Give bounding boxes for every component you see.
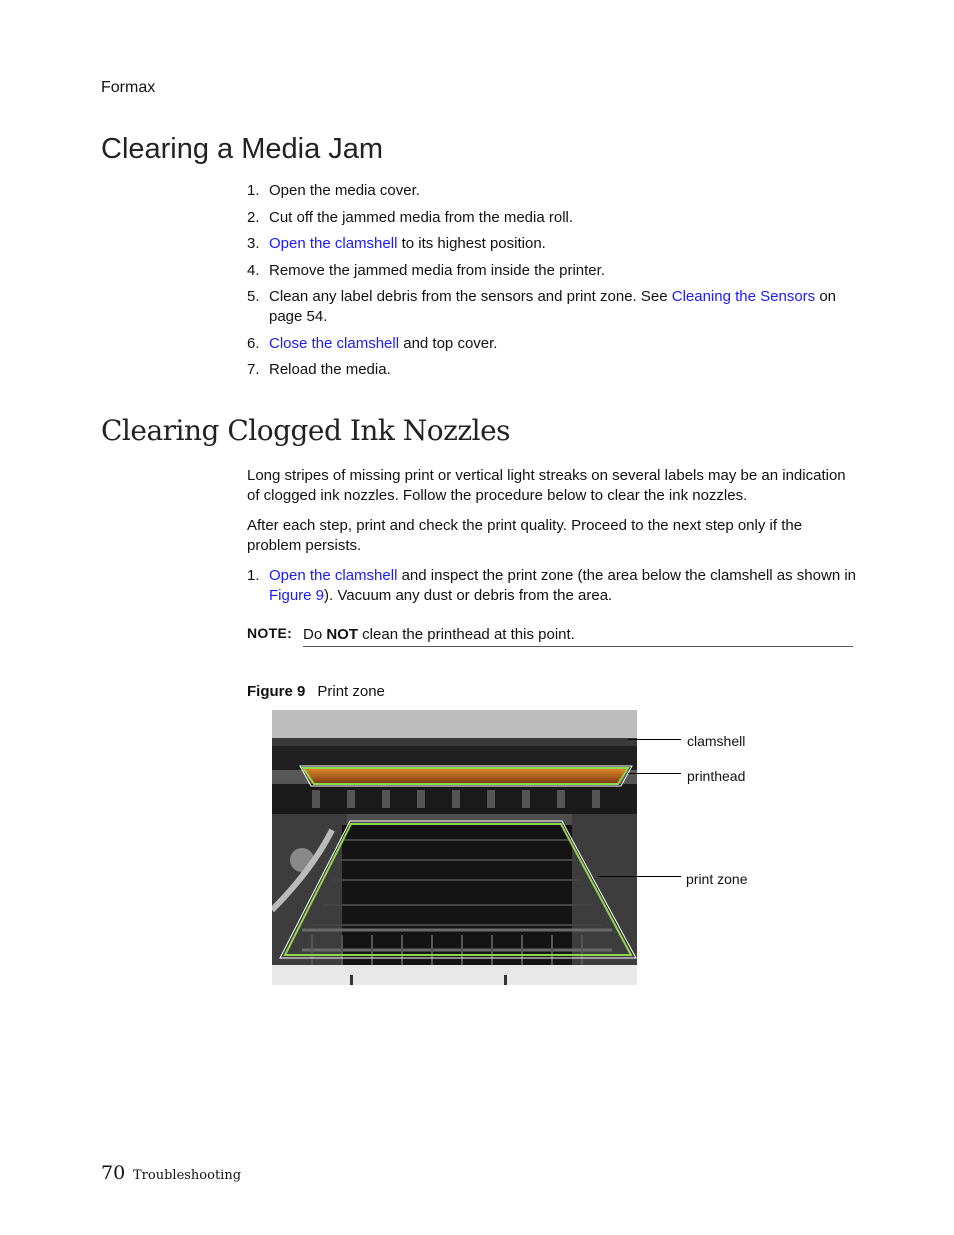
- figure-number: Figure 9: [247, 683, 306, 700]
- running-header: Formax: [101, 79, 156, 96]
- footer-section: Troubleshooting: [133, 1168, 242, 1183]
- figure-9-link[interactable]: Figure 9: [269, 587, 325, 604]
- print-zone-label: print zone: [686, 871, 748, 887]
- procedure-paragraph: After each step, print and check the print quality. Proceed to the next step only if the problem persists.: [247, 517, 803, 554]
- page-number: 70: [101, 1162, 126, 1184]
- note-text: Do NOT clean the printhead at this point.: [303, 625, 853, 647]
- media-jam-steps: [247, 181, 857, 387]
- printer-illustration: [272, 710, 637, 985]
- clamshell-label: clamshell: [687, 733, 746, 749]
- printhead-leader-line: [628, 773, 681, 774]
- open-clamshell-link-2[interactable]: Open the clamshell: [269, 567, 398, 584]
- figure-title: Print zone: [317, 683, 385, 700]
- list-item: 1. Open the clamshell and inspect the print zone (the area below the clamshell as shown in Figure 9). Vacuum any dust or debris from the area.: [247, 567, 857, 604]
- figure-caption: [247, 683, 385, 700]
- list-item: 2. Cut off the jammed media from the media roll.: [247, 208, 574, 226]
- list-item: 3. Open the clamshell to its highest position.: [247, 235, 546, 252]
- print-zone-photo: [272, 710, 637, 985]
- section-title-clogged-nozzles: Clearing Clogged Ink Nozzles: [101, 414, 511, 447]
- section-title-media-jam: Clearing a Media Jam: [101, 133, 384, 165]
- clamshell-leader-line: [628, 739, 681, 740]
- open-clamshell-link[interactable]: Open the clamshell: [269, 235, 398, 252]
- nozzle-steps: [247, 566, 857, 613]
- close-clamshell-link[interactable]: Close the clamshell: [269, 334, 400, 352]
- list-item: 4. Remove the jammed media from inside the printer.: [247, 261, 605, 279]
- printhead-label: printhead: [687, 768, 746, 784]
- list-item: 6. Close the clamshell and top cover.: [247, 334, 498, 352]
- list-item: 7. Reload the media.: [247, 361, 391, 378]
- intro-paragraph: Long stripes of missing print or vertical light streaks on several labels may be an indication of clogged ink nozzles. Follow the procedure below to clear the ink nozzles.: [247, 467, 846, 504]
- note-label: NOTE:: [247, 625, 293, 641]
- list-item: 1. Open the media cover.: [247, 182, 420, 199]
- print-zone-leader-line: [598, 876, 681, 877]
- cleaning-sensors-link[interactable]: Cleaning the Sensors: [671, 288, 816, 305]
- list-item: 5. Clean any label debris from the sensors and print zone. See Cleaning the Sensors on page 54.: [247, 288, 837, 325]
